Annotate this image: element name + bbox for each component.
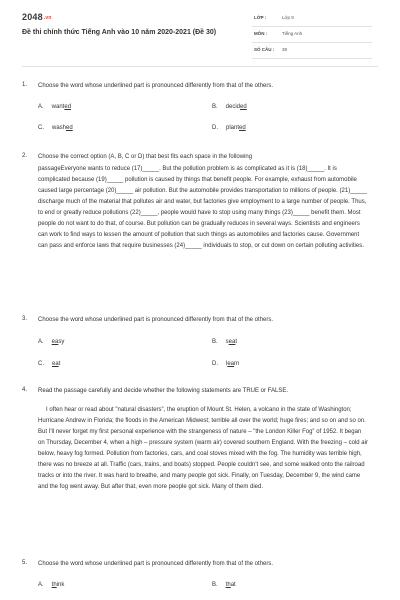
question-text: Choose the word whose underlined part is pronounced differently from that of the others. [38,83,274,89]
document-header [0,0,400,64]
option-b[interactable]: B. that [212,582,236,588]
meta-row-class [252,12,372,27]
question-number: 3. [22,316,28,322]
meta-key-count: SỐ CÂU : [254,47,275,52]
question-number: 5. [22,560,28,566]
option-d[interactable]: D. planted [212,125,246,131]
logo-text: 2048 [22,12,43,22]
option-a[interactable]: A. think [38,582,65,588]
meta-key-subject: MÔN : [254,31,268,36]
question-number: 1. [22,82,28,88]
header-divider [22,66,378,67]
meta-row-count [252,44,372,59]
option-b[interactable]: B. seat [212,339,238,345]
question-number: 4. [22,387,28,393]
site-logo[interactable] [22,12,52,22]
meta-value-subject: Tiếng Anh [282,31,303,36]
option-c[interactable]: C. washed [38,125,73,131]
option-d[interactable]: D. learn [212,361,240,367]
option-a[interactable]: A. wanted [38,104,72,110]
question-text: Choose the correct option (A, B, C or D) that best fits each space in the following [38,154,253,160]
document-title: Đề thi chính thức Tiếng Anh vào 10 năm 2020-2021 (Đề 30) [22,29,217,36]
meta-value-count: 38 [282,47,288,52]
meta-row-subject [252,28,372,43]
option-c[interactable]: C. eat [38,361,61,367]
logo-tld: .vn [43,15,52,21]
reading-passage: I often hear or read about "natural disasters", the eruption of Mount St. Helen, a volcano in the state of Washington; Hurricane Andrew in Florida; the floods in the American Midwest; terrible all over the world; huge fires; and so on and so on. But I'll never forget my first personal experience with the strangeness of nature – "the London Killer Fog" of 1952. It began on Thursday, December 4, when a high – pressure system (warm air) covered southern England. With the freezing – cold air below, heavy fog formed. Pollution from factories, cars, and coal stoves mixed with the fog. The humidity was terrible high, there was no breeze at all. Traffic (cars, trains, and boats) stopped. People couldn't see, and some walked onto the railroad tracks or into the river. It was hard to breathe, and many people got sick. Finally, on Tuesday, December 9, the wind came and the fog went away. But after that, even more people got sick. Many of them died. [38,407,368,490]
question-text: Read the passage carefully and decide whether the following statements are TRUE or FALSE. [38,388,289,394]
reading-passage: passageEveryone wants to reduce (17)_____. But the pollution problem is as complicated as it is (18)_____. It is complicated because (19)_____ pollution is caused by things that benefit people. For example, exhaust from automobile caused large percentage (20)_____ air pollution. But the automobile provides transportation to millions of people. (21)_____ discharge much of the material that pollutes air and water, but factories give employment to a large number of people. Thus, to end or greatly reduce pollutions (22)_____, people would have to stop using many things (23)_____ benefit them. Most people do not want to do that, of course. But pollution can be gradually reduces in several ways. Scientists and engineers can work to find ways to lessen the amount of pollution that such things as automobiles and factories cause. Government can pass and enforce laws that require businesses (24)_____ individuals to stop, or cut down on certain polluting activities. [38,166,367,249]
option-b[interactable]: B. decided [212,104,247,110]
meta-key-class: LỚP : [254,15,267,20]
question-text: Choose the word whose underlined part is pronounced differently from that of the others. [38,317,274,323]
question-number: 2. [22,153,28,159]
option-a[interactable]: A. easy [38,339,65,345]
question-text: Choose the word whose underlined part is pronounced differently from that of the others. [38,561,274,567]
meta-value-class: Lớp 9 [282,15,294,20]
